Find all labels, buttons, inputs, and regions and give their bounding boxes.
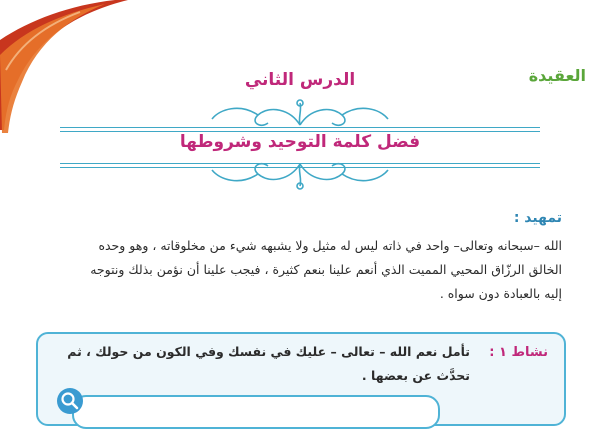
activity-text: [50, 340, 470, 388]
intro-paragraph: [44, 234, 562, 306]
intro-line: إليه بالعبادة دون سواه .: [439, 286, 562, 301]
activity-label: نشاط ١ :: [489, 345, 548, 360]
floral-ornament-top: [150, 95, 450, 131]
search-icon-glyph: [57, 388, 83, 414]
search-icon: [57, 388, 83, 414]
activity-answer-box: [72, 395, 440, 429]
activity-line: تأمل نعم الله – تعالى – عليك في نفسك وفي الكون من حولك ، ثم: [67, 344, 470, 359]
intro-line: الخالق الرزّاق المحيي المميت الذي أنعم علينا بنعم كثيرة ، فيجب علينا أن نؤمن بذلك ونتوجه: [90, 262, 562, 277]
floral-ornament-bottom: [150, 158, 450, 194]
lesson-number: الدرس الثاني: [244, 70, 356, 90]
intro-heading: تمهيد :: [513, 210, 562, 226]
intro-line: الله –سبحانه وتعالى– واحد في ذاته ليس له مثيل ولا يشبهه شيء من مخلوقاته ، وهو وحده: [98, 238, 562, 253]
subject-label: العقيدة: [528, 66, 586, 85]
activity-line: تحدَّث عن بعضها .: [361, 368, 470, 383]
lesson-title: فضل كلمة التوحيد وشروطها: [179, 132, 421, 152]
divider-line: [60, 127, 540, 128]
